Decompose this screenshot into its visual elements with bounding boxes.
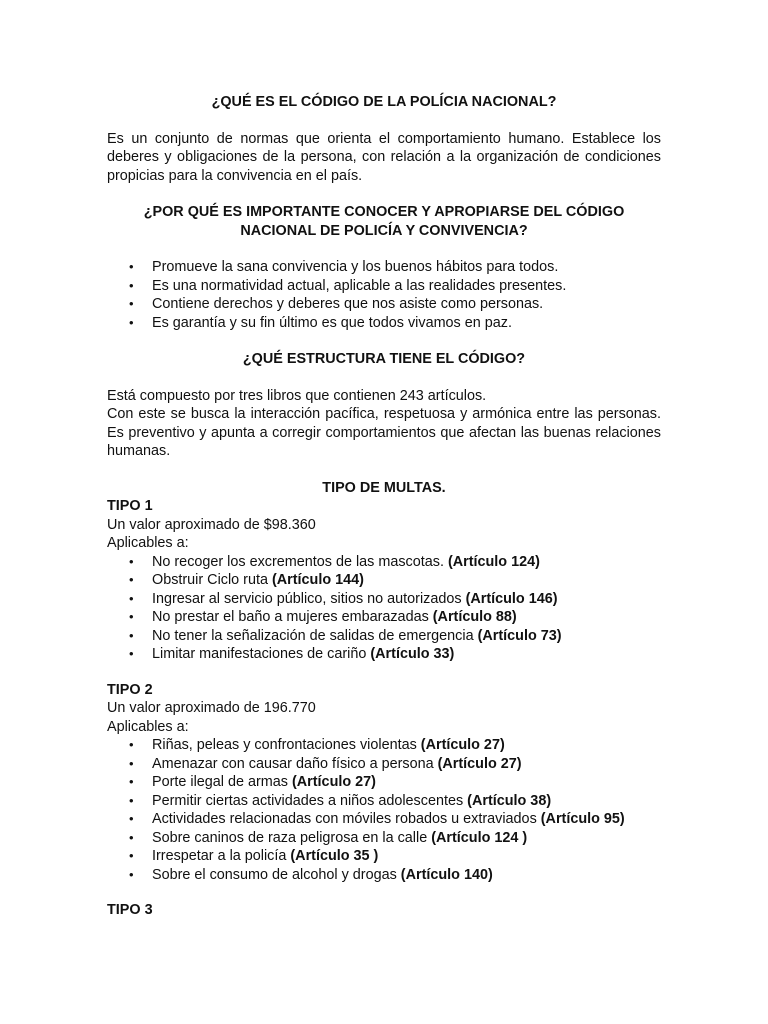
bullet-icon: • [129, 774, 134, 789]
list-item: • Ingresar al servicio público, sitios no autorizados (Artículo 146) [129, 590, 558, 607]
bullet-icon: • [129, 277, 134, 293]
bullet-icon: • [129, 609, 134, 624]
bullet-icon: • [129, 737, 134, 752]
list-item: • No tener la señalización de salidas de emergencia (Artículo 73) [129, 627, 562, 644]
bullet-icon: • [129, 755, 134, 771]
section-title-estructura: ¿QUÉ ESTRUCTURA TIENE EL CÓDIGO? [242, 351, 526, 367]
bullet-icon: • [129, 590, 134, 606]
bullet-icon: • [129, 848, 134, 863]
bullet-icon: • [129, 811, 134, 826]
tipo1-list [107, 553, 661, 664]
list-item: • No recoger los excrementos de las mascotas. (Artículo 124) [129, 553, 540, 570]
bullet-icon: • [129, 646, 134, 661]
section-title-importancia-line2: NACIONAL DE POLICÍA Y CONVIVENCIA? [240, 222, 528, 239]
bullet-icon: • [129, 259, 134, 274]
bullet-icon: • [129, 866, 134, 882]
list-item: • Obstruir Ciclo ruta (Artículo 144) [129, 572, 364, 588]
list-item: • Promueve la sana convivencia y los buenos hábitos para todos. [129, 259, 559, 275]
bullet-icon: • [129, 296, 134, 311]
tipo1-value: Un valor aproximado de $98.360 [107, 516, 316, 533]
document-page [107, 93, 661, 920]
list-item: • Es una normatividad actual, aplicable a las realidades presentes. [129, 277, 567, 294]
list-item: • Contiene derechos y deberes que nos asiste como personas. [129, 296, 544, 312]
tipo3-label: TIPO 3 [107, 902, 153, 918]
tipo2-value: Un valor aproximado de 196.770 [107, 700, 316, 716]
importancia-list [107, 258, 661, 332]
bullet-icon: • [129, 314, 134, 330]
bullet-icon: • [129, 829, 134, 845]
section-title-importancia [107, 203, 661, 240]
tipo1-label: TIPO 1 [107, 498, 153, 514]
list-item: • No prestar el baño a mujeres embarazadas (Artículo 88) [129, 609, 517, 625]
section-title-que-es: ¿QUÉ ES EL CÓDIGO DE LA POLÍCIA NACIONAL? [211, 94, 557, 110]
list-item: • Limitar manifestaciones de cariño (Artículo 33) [129, 646, 455, 662]
list-item: • Sobre el consumo de alcohol y drogas (Artículo 140) [129, 866, 493, 883]
section-body-que-es: Es un conjunto de normas que orienta el comportamiento humano. Establece los deberes y obligaciones de la persona, con relación a la organización de condiciones propicias para la convivencia en el país. [107, 130, 661, 184]
list-item: • Riñas, peleas y confrontaciones violentas (Artículo 27) [129, 737, 505, 753]
list-item: • Permitir ciertas actividades a niños adolescentes (Artículo 38) [129, 792, 552, 809]
bullet-icon: • [129, 627, 134, 643]
estructura-line1: Está compuesto por tres libros que contienen 243 artículos. [107, 387, 487, 404]
bullet-icon: • [129, 792, 134, 808]
tipo1-applicable: Aplicables a: [107, 535, 189, 551]
list-item: • Irrespetar a la policía (Artículo 35 ) [129, 848, 379, 864]
list-item: • Amenazar con causar daño físico a persona (Artículo 27) [129, 755, 522, 772]
bullet-icon: • [129, 572, 134, 587]
tipo2-applicable: Aplicables a: [107, 718, 189, 735]
section-title-importancia-line1: ¿POR QUÉ ES IMPORTANTE CONOCER Y APROPIARSE DEL CÓDIGO [143, 204, 625, 220]
tipo2-label: TIPO 2 [107, 681, 153, 698]
list-item: • Sobre caninos de raza peligrosa en la calle (Artículo 124 ) [129, 829, 528, 846]
bullet-icon: • [129, 553, 134, 569]
tipo2-list [107, 736, 661, 884]
list-item: • Es garantía y su fin último es que todos vivamos en paz. [129, 314, 512, 331]
fines-title: TIPO DE MULTAS. [322, 479, 446, 496]
list-item: • Actividades relacionadas con móviles robados u extraviados (Artículo 95) [129, 811, 625, 827]
estructura-body: Con este se busca la interacción pacífica, respetuosa y armónica entre las personas. Es preventivo y apunta a corregir comportamientos que afectan las buenas relaciones humanas. [107, 406, 661, 459]
list-item: • Porte ilegal de armas (Artículo 27) [129, 774, 376, 790]
